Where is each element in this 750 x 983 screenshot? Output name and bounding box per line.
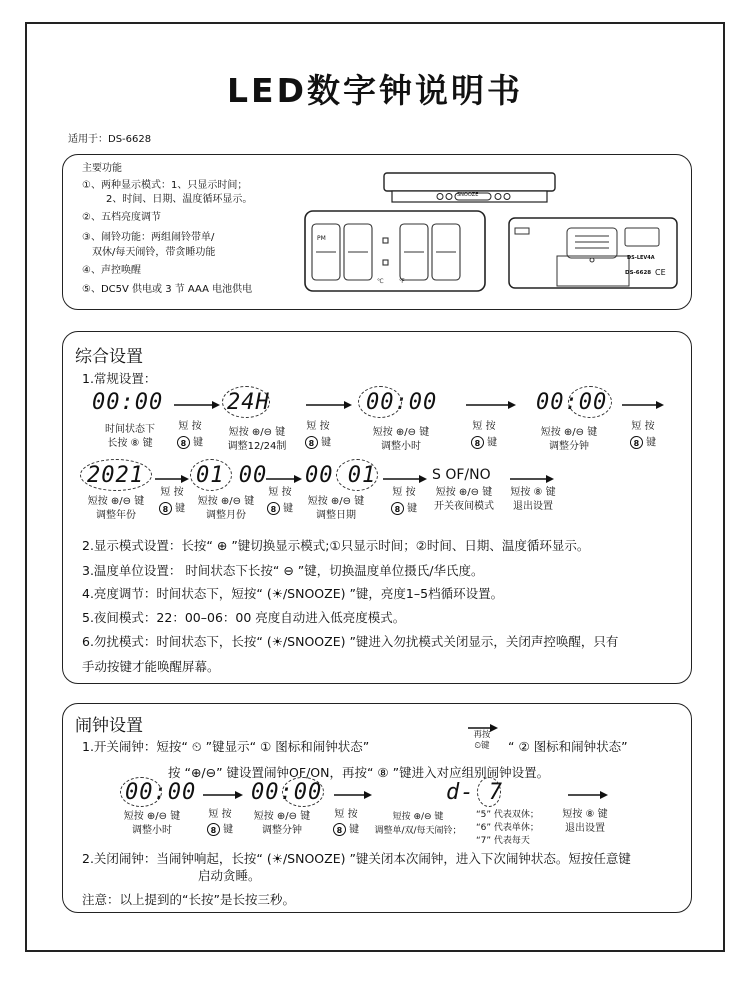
key-label: 键 [321, 437, 332, 449]
feature-item: ②、五档亮度调节 [82, 212, 161, 223]
arrow-icon [266, 474, 302, 484]
blink-indicator [80, 459, 152, 491]
instruction-line: 6.勿扰模式：时间状态下，长按“ (☀/SNOOZE) ”键进入勿扰模式关闭显示，关闭声控唤醒，只有 [82, 634, 619, 649]
display-year: 2021 [87, 463, 144, 488]
display-minute: 00:00 [536, 390, 608, 415]
arrow-icon [383, 474, 427, 484]
model-applicability: 适用于：DS-6628 [68, 134, 152, 145]
blink-indicator [477, 777, 501, 807]
device-model-label: DS-6628 [625, 270, 652, 276]
press-label: 短 按 [208, 809, 232, 820]
key-label: 键 [487, 437, 498, 449]
step-caption: 短按 ⊕/⊖ 键 开关夜间模式 [434, 487, 494, 512]
key-8-hint [262, 502, 298, 517]
key-label: 键 [407, 503, 418, 515]
regular-settings-subheading: 1.常规设置： [82, 371, 157, 386]
page-title: LED数字钟说明书 [227, 71, 523, 110]
key-label: 键 [175, 503, 186, 515]
arrow-icon [568, 790, 608, 800]
arrow-icon [203, 790, 243, 800]
display-night-mode: S OF/NO [432, 467, 491, 483]
key-8-icon: 8 [471, 436, 484, 449]
alarm-display-days: d- 7 [446, 780, 503, 805]
press-label: 短 按 [306, 421, 330, 432]
arrow-icon [334, 790, 372, 800]
key-8-icon: 8 [391, 502, 404, 515]
step-caption: 短按 ⑧ 键 退出设置 [510, 487, 556, 512]
display-time: 00:00 [92, 390, 164, 415]
display-month: 01 00 [196, 463, 268, 488]
key-8-hint [386, 502, 422, 517]
alarm-line: 按 “⊕/⊖” 键设置闹钟OF/ON，再按“ ⑧ ”键进入对应组别闹钟设置。 [168, 765, 550, 780]
arrow-icon [466, 400, 516, 410]
step-caption: 短按 ⊕/⊖ 键 调整小时 [123, 811, 181, 836]
step-caption: 短按 ⊕/⊖ 键 调整日期 [307, 496, 365, 521]
key-8-icon: 8 [159, 502, 172, 515]
alarm-line: 2.关闭闹钟：当闹钟响起，长按“ (☀/SNOOZE) ”键关闭本次闹钟，进入下次闹钟状态。短按任意键 [82, 851, 631, 866]
press-label: 短 按 [268, 487, 292, 498]
key-8-icon: 8 [305, 436, 318, 449]
press-label: 短 按 [631, 421, 655, 432]
instruction-line: 2.显示模式设置：长按“ ⊕ ”键切换显示模式;①只显示时间；②时间、日期、温度循环显示。 [82, 538, 590, 553]
blink-indicator [190, 459, 232, 491]
feature-item: 2、时间、日期、温度循环显示。 [106, 194, 253, 205]
key-8-icon: 8 [630, 436, 643, 449]
key-8-icon: 8 [207, 823, 220, 836]
step-caption: 短按 ⊕/⊖ 键 调整小时 [372, 427, 430, 452]
key-8-hint [625, 436, 661, 451]
device-ce-mark: CE [655, 268, 666, 277]
step-caption: 短按 ⊕/⊖ 键 调整12/24制 [227, 427, 287, 452]
arrow-icon [174, 400, 220, 410]
key-8-icon: 8 [333, 823, 346, 836]
key-label: 键 [193, 437, 204, 449]
step-caption: 短按 ⊕/⊖ 键 调整年份 [87, 496, 145, 521]
press-label: 短 按 [392, 487, 416, 498]
key-8-hint [172, 436, 208, 451]
key-8-icon: 8 [177, 436, 190, 449]
device-front-view-illustration [302, 208, 488, 294]
arrow-icon [155, 474, 189, 484]
note: 注意：以上提到的“长按”是长按三秒。 [82, 892, 295, 907]
device-snooze-label: SNOOZE [457, 192, 479, 198]
key-label: 键 [349, 824, 360, 836]
step-caption: 短按 ⊕/⊖ 键 调整分钟 [540, 427, 598, 452]
step-caption: 短按 ⊕/⊖ 键 调整分钟 [253, 811, 311, 836]
arrow-icon [622, 400, 664, 410]
feature-item: ③、闹铃功能：两组闹铃带单/ [82, 232, 215, 243]
alarm-line: “ ② 图标和闹钟状态” [508, 739, 628, 754]
key-label: 键 [223, 824, 234, 836]
press-label: 短 按 [472, 421, 496, 432]
key-8-hint [328, 823, 364, 838]
key-8-icon: 8 [267, 502, 280, 515]
blink-indicator [358, 386, 402, 418]
device-pm-indicator: PM [317, 235, 326, 242]
step-caption: 时间状态下 长按 ⑧ 键 [105, 424, 155, 449]
device-top-view-illustration [382, 170, 557, 206]
key-8-hint [466, 436, 502, 451]
blink-indicator [282, 777, 324, 807]
key-8-hint [202, 823, 238, 838]
alarm-heading: 闹钟设置 [75, 716, 143, 736]
svg-text:℃: ℃ [377, 278, 384, 285]
key-8-hint [300, 436, 336, 451]
blink-indicator [120, 777, 162, 807]
alarm-display-hour: 00:00 [125, 780, 197, 805]
display-24h: 24H [227, 390, 270, 415]
alarm-display-minute: 00:00 [251, 780, 323, 805]
arrow-icon [510, 474, 554, 484]
step-caption: 短按 ⊕/⊖ 键 调整月份 [197, 496, 255, 521]
feature-item: ①、两种显示模式：1、只显示时间； [82, 180, 248, 191]
alarm-line: 启动贪睡。 [198, 868, 261, 883]
day-code: “5” 代表双休； [476, 810, 539, 820]
blink-indicator [336, 459, 378, 491]
blink-indicator [568, 386, 612, 418]
step-caption: 短按 ⑧ 键 退出设置 [562, 809, 608, 834]
day-code: “6” 代表单休； [476, 823, 539, 833]
device-adapter-label: DS-LEV4A [627, 255, 655, 261]
device-back-view-illustration [507, 214, 679, 290]
display-day: 00 01 [305, 463, 377, 488]
svg-text:℉: ℉ [399, 278, 405, 285]
press-label: 短 按 [178, 421, 202, 432]
alarm-press-again: 再按 ⏲键 [473, 730, 491, 751]
arrow-icon [306, 400, 352, 410]
feature-item: ④、声控唤醒 [82, 265, 141, 276]
press-label: 短 按 [334, 809, 358, 820]
instruction-line: 5.夜间模式：22：00–06：00 亮度自动进入低亮度模式。 [82, 610, 406, 625]
display-hour: 00:00 [366, 390, 438, 415]
key-label: 键 [646, 437, 657, 449]
instruction-line: 3.温度单位设置： 时间状态下长按“ ⊖ ”键，切换温度单位摄氏/华氏度。 [82, 563, 484, 578]
instruction-line: 手动按键才能唤醒屏幕。 [82, 659, 220, 674]
alarm-line: 1.开关闹钟：短按“ ⏲ ”键显示“ ① 图标和闹钟状态” [82, 739, 370, 754]
instruction-line: 4.亮度调节：时间状态下，短按“ (☀/SNOOZE) ”键，亮度1–5档循环设置。 [82, 586, 504, 601]
feature-item: 双休/每天闹铃，带贪睡功能 [92, 247, 216, 258]
press-label: 短 按 [160, 487, 184, 498]
key-label: 键 [283, 503, 294, 515]
step-caption: 短按 ⊕/⊖ 键 调整单/双/每天闹铃； [374, 812, 462, 836]
settings-heading: 综合设置 [75, 347, 143, 367]
key-8-hint [154, 502, 190, 517]
day-code: “7” 代表每天 [476, 836, 530, 846]
features-heading: 主要功能 [82, 163, 122, 174]
feature-item: ⑤、DC5V 供电或 3 节 AAA 电池供电 [82, 284, 253, 295]
blink-indicator [222, 386, 270, 418]
